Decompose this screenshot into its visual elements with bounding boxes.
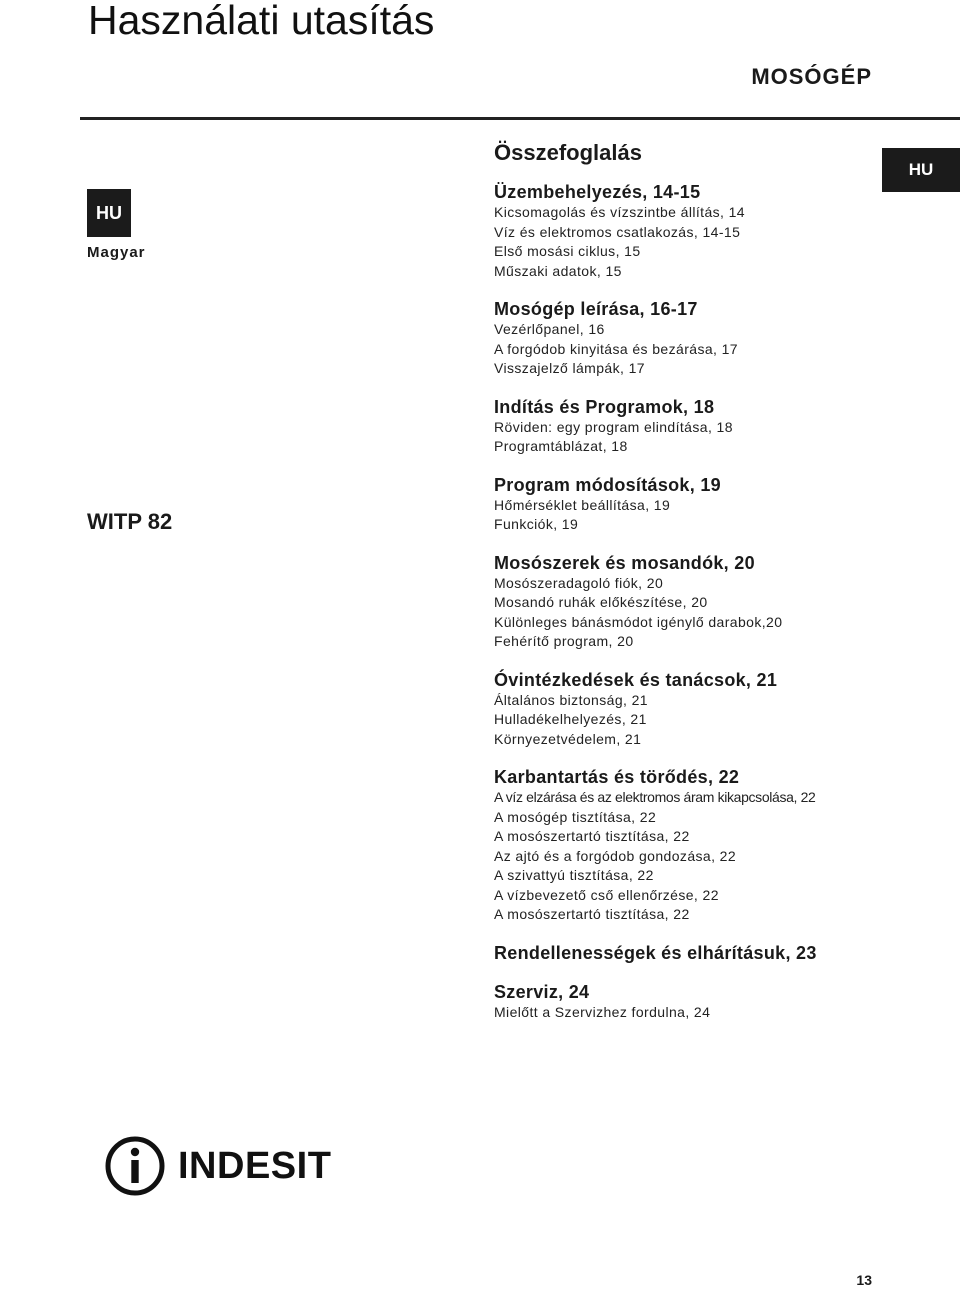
toc-item[interactable]: A forgódob kinyitása és bezárása, 17 [494, 340, 738, 357]
toc-section-title[interactable]: Üzembehelyezés, 14-15 [494, 182, 701, 202]
language-code-badge: HU [87, 189, 131, 237]
language-name: Magyar [87, 244, 146, 261]
toc-section-title[interactable]: Indítás és Programok, 18 [494, 396, 715, 417]
toc-item[interactable]: Fehérítő program, 20 [494, 633, 634, 649]
toc-item[interactable]: Az ajtó és a forgódob gondozása, 22 [494, 847, 737, 864]
toc-section [494, 982, 894, 1023]
toc-section-title[interactable]: Mosógép leírása, 16-17 [494, 299, 698, 319]
toc-item[interactable]: Mielőtt a Szervizhez fordulna, 24 [494, 1003, 711, 1020]
toc-item[interactable]: Vezérlőpanel, 16 [494, 321, 605, 337]
header-divider [80, 117, 960, 120]
toc-section [494, 182, 894, 281]
brand-name: INDESIT [178, 1145, 332, 1187]
toc-item[interactable]: A mosószertartó tisztítása, 22 [494, 906, 690, 922]
toc-item[interactable]: Hőmérséklet beállítása, 19 [494, 496, 671, 513]
toc-item[interactable]: Visszajelző lámpák, 17 [494, 360, 645, 376]
toc-item[interactable]: Különleges bánásmódot igénylő darabok,20 [494, 613, 783, 630]
toc-section-title[interactable]: Karbantartás és törődés, 22 [494, 767, 740, 787]
indesit-logo-icon [104, 1135, 166, 1197]
toc-item[interactable]: Víz és elektromos csatlakozás, 14-15 [494, 223, 741, 240]
toc-item[interactable]: Általános biztonság, 21 [494, 691, 648, 708]
toc-section-title[interactable]: Program módosítások, 19 [494, 474, 721, 495]
toc-item[interactable]: Mosószeradagoló fiók, 20 [494, 574, 664, 591]
toc-section-title[interactable]: Óvintézkedések és tanácsok, 21 [494, 669, 778, 690]
toc-section [494, 299, 894, 379]
toc-item[interactable]: Környezetvédelem, 21 [494, 730, 642, 747]
toc-item[interactable]: A mosószertartó tisztítása, 22 [494, 828, 690, 844]
toc-item[interactable]: Mosandó ruhák előkészítése, 20 [494, 594, 708, 610]
toc-item[interactable]: Első mosási ciklus, 15 [494, 243, 641, 259]
toc-section [494, 943, 894, 964]
toc-section-title[interactable]: Szerviz, 24 [494, 981, 590, 1002]
toc-item[interactable]: Funkciók, 19 [494, 516, 579, 532]
toc-item[interactable]: Röviden: egy program elindítása, 18 [494, 418, 733, 435]
page-number: 13 [856, 1272, 872, 1288]
toc-section [494, 475, 894, 535]
toc-item[interactable]: A mosógép tisztítása, 22 [494, 808, 657, 825]
toc-item[interactable]: Hulladékelhelyezés, 21 [494, 711, 647, 727]
toc-section [494, 767, 894, 925]
table-of-contents [494, 138, 894, 1040]
toc-item[interactable]: A szivattyú tisztítása, 22 [494, 867, 654, 883]
language-tab[interactable]: HU [882, 148, 960, 192]
toc-section [494, 397, 894, 457]
toc-section [494, 553, 894, 652]
toc-heading: Összefoglalás [494, 140, 642, 165]
model-name: WITP 82 [87, 509, 173, 534]
product-name: MOSÓGÉP [751, 64, 872, 89]
toc-item[interactable]: Programtáblázat, 18 [494, 438, 628, 454]
toc-item[interactable]: Műszaki adatok, 15 [494, 262, 622, 279]
toc-item[interactable]: A víz elzárása és az elektromos áram kikapcsolása, 22 [494, 789, 816, 805]
toc-item[interactable]: Kicsomagolás és vízszintbe állítás, 14 [494, 204, 745, 220]
toc-section-title[interactable]: Mosószerek és mosandók, 20 [494, 552, 755, 573]
toc-section-title[interactable]: Rendellenességek és elhárításuk, 23 [494, 942, 817, 963]
page-title: Használati utasítás [88, 0, 435, 43]
brand-logo [104, 1136, 331, 1196]
toc-section [494, 670, 894, 750]
toc-item[interactable]: A vízbevezető cső ellenőrzése, 22 [494, 886, 719, 903]
